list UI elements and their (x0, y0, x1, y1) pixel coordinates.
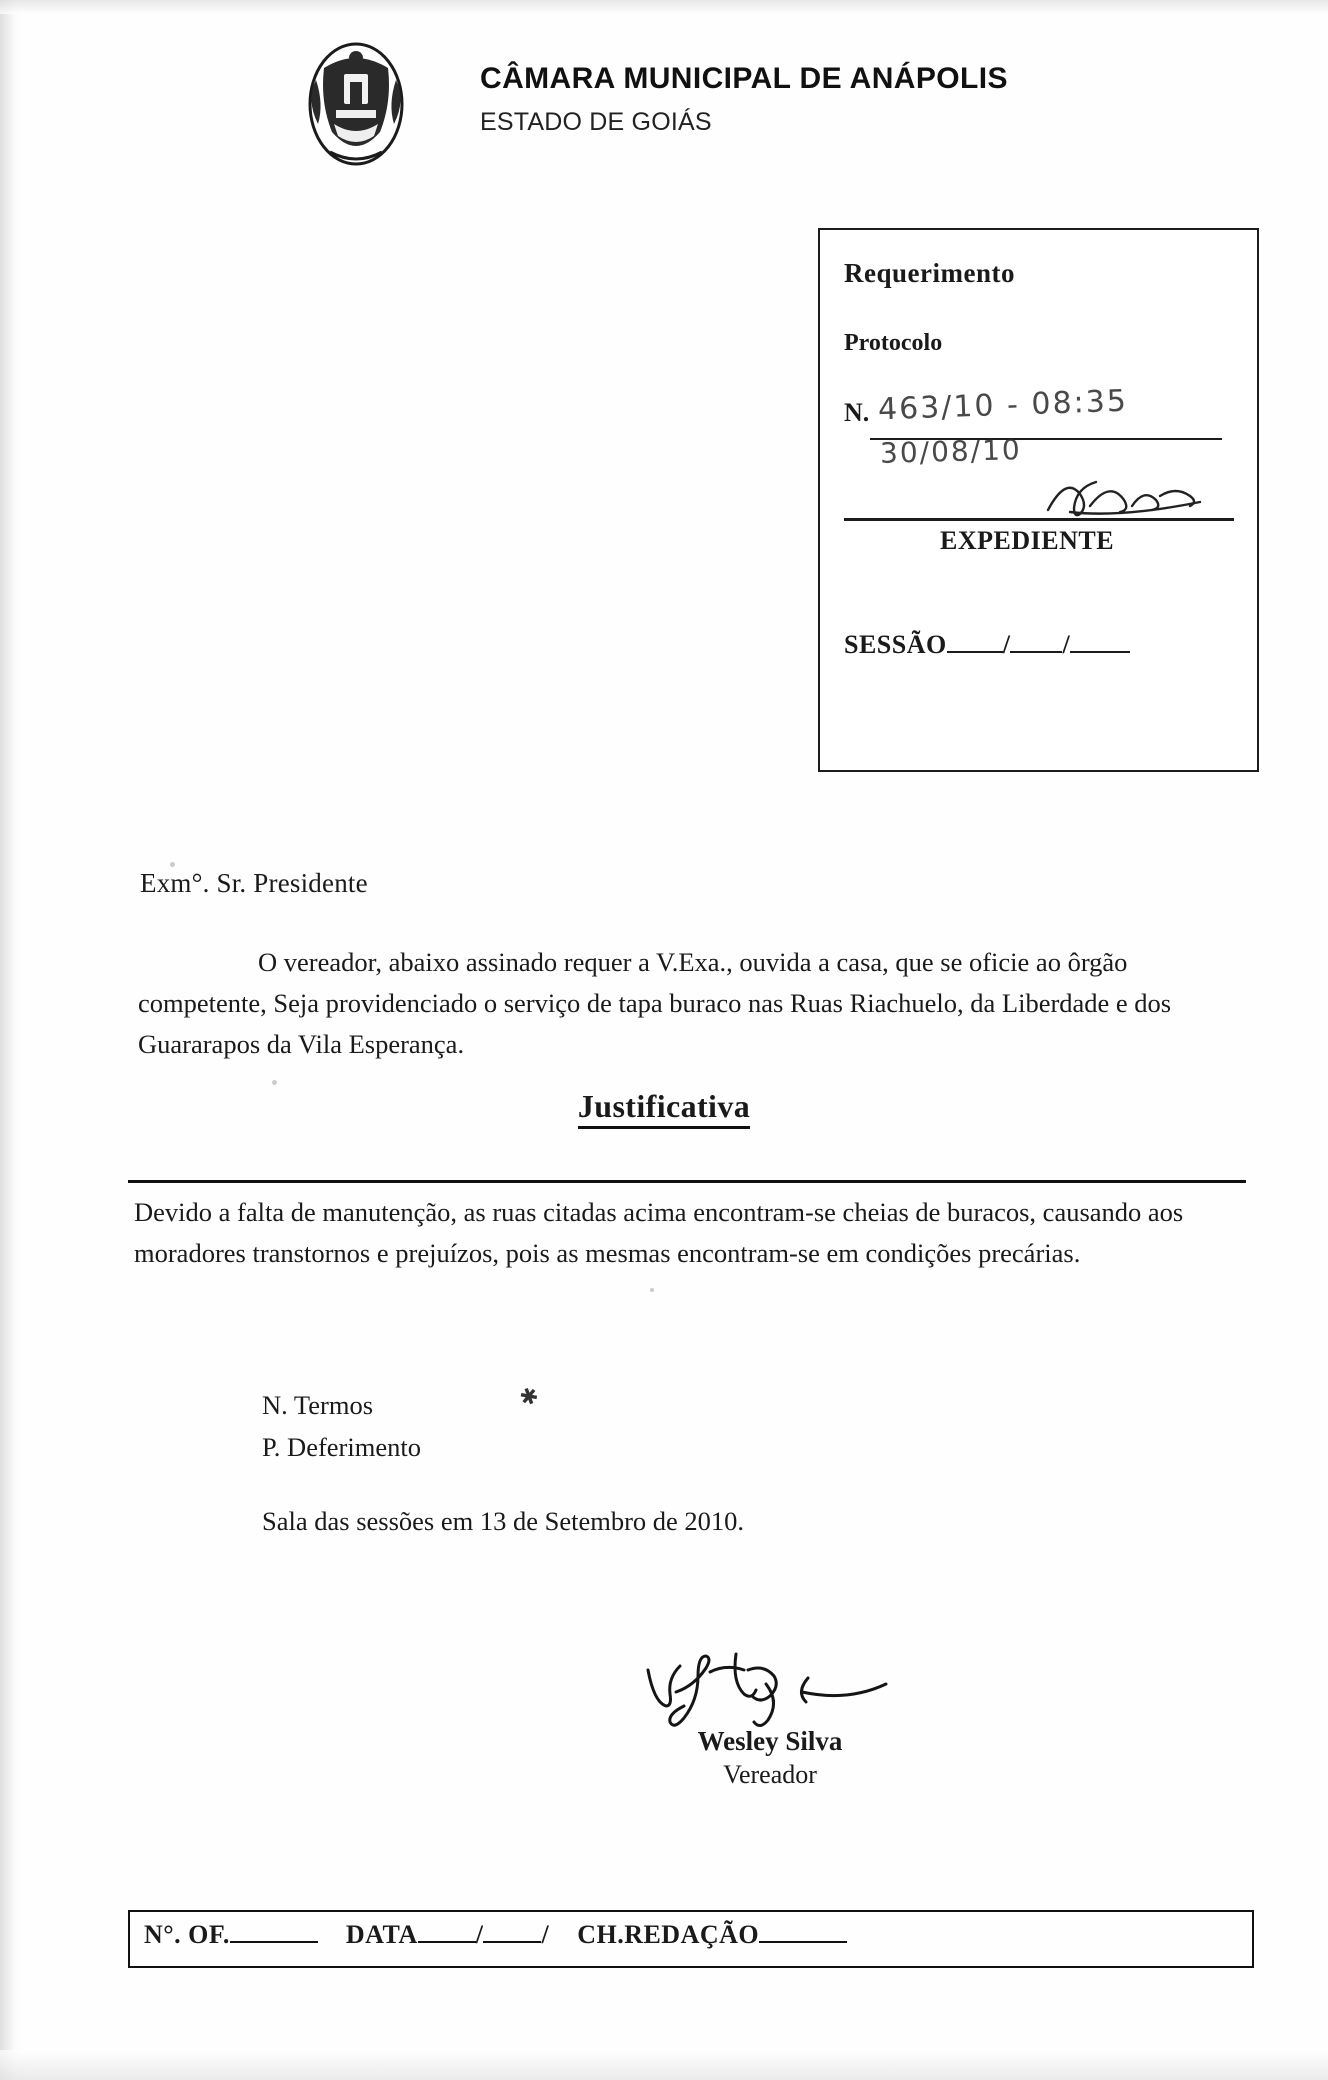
footer-box (128, 1910, 1254, 1968)
footer-field-data-month[interactable] (483, 1941, 541, 1943)
scan-speck (650, 1288, 654, 1292)
section-title-justificativa (0, 1088, 1328, 1125)
page-subtitle: ESTADO DE GOIÁS (480, 108, 712, 136)
addressee-line: Exm°. Sr. Presidente (140, 868, 368, 898)
sessao-row (844, 630, 1130, 660)
scan-speck (170, 862, 175, 867)
closing-line-2: P. Deferimento (262, 1432, 421, 1462)
footer-field-of-input[interactable] (230, 1941, 318, 1943)
protocol-signature-rule (844, 518, 1234, 521)
sessao-separator-2: / (1062, 630, 1071, 659)
footer-field-redacao-input[interactable] (759, 1941, 847, 1943)
footer-field-data-day[interactable] (418, 1941, 476, 1943)
sessao-separator-1: / (1002, 630, 1011, 659)
footer-separator-1: / (475, 1920, 484, 1949)
closing-lines (262, 1384, 421, 1468)
sessao-label: SESSÃO (844, 630, 947, 659)
protocol-title: Requerimento (844, 258, 1015, 288)
protocol-box (818, 228, 1259, 772)
justification-paragraph: Devido a falta de manutenção, as ruas citadas acima encontram-se cheias de buracos, causando aos moradores transtornos e prejuízos, pois as mesmas encontram-se em condições precárias. (134, 1197, 1184, 1268)
page-title: CÂMARA MUNICIPAL DE ANÁPOLIS (480, 62, 1008, 95)
scan-edge-top (0, 0, 1328, 14)
coat-of-arms-icon (300, 40, 412, 170)
footer-field-redacao-label: CH.REDAÇÃO (577, 1920, 760, 1949)
sessao-field-month[interactable] (1010, 651, 1062, 653)
section-title-text: Justificativa (578, 1088, 750, 1129)
request-paragraph-text: O vereador, abaixo assinado requer a V.Exa., ouvida a casa, que se oficie ao ôrgão competente, Seja providenciado o serviço de tapa buraco nas Ruas Riachuelo, da Liberdade e dos Guararapos da Vila Esperança. (138, 947, 1172, 1059)
scan-speck (272, 1080, 277, 1085)
request-paragraph (138, 942, 1243, 1065)
handwritten-protocol-number: 463/10 - 08:35 (877, 383, 1129, 428)
footer-field-data-label: DATA (345, 1920, 418, 1949)
handwritten-protocol-date: 30/08/10 (879, 433, 1023, 470)
signer-role: Vereador (723, 1760, 817, 1789)
protocol-label: Protocolo (844, 330, 943, 356)
protocol-number-prefix: N. (844, 398, 870, 427)
handwritten-rubric (1040, 466, 1230, 526)
signature-block (600, 1648, 980, 1788)
sessao-field-day[interactable] (947, 651, 1003, 653)
scan-edge-bottom (0, 2050, 1328, 2080)
header-text-block (480, 62, 1008, 137)
footer-fields (144, 1920, 847, 1950)
stray-mark-icon: ✱ (516, 1381, 542, 1412)
footer-separator-2: / (541, 1920, 550, 1949)
place-date-line: Sala das sessões em 13 de Setembro de 2010. (262, 1506, 745, 1536)
footer-field-of-label: N°. OF. (144, 1920, 230, 1949)
document-header (300, 40, 1160, 170)
section-divider (128, 1180, 1246, 1183)
signer-name: Wesley Silva (697, 1726, 843, 1756)
sessao-field-year[interactable] (1070, 651, 1130, 653)
closing-line-1: N. Termos (262, 1390, 374, 1420)
expediente-label: EXPEDIENTE (940, 526, 1115, 555)
scan-edge-left (0, 0, 26, 2080)
